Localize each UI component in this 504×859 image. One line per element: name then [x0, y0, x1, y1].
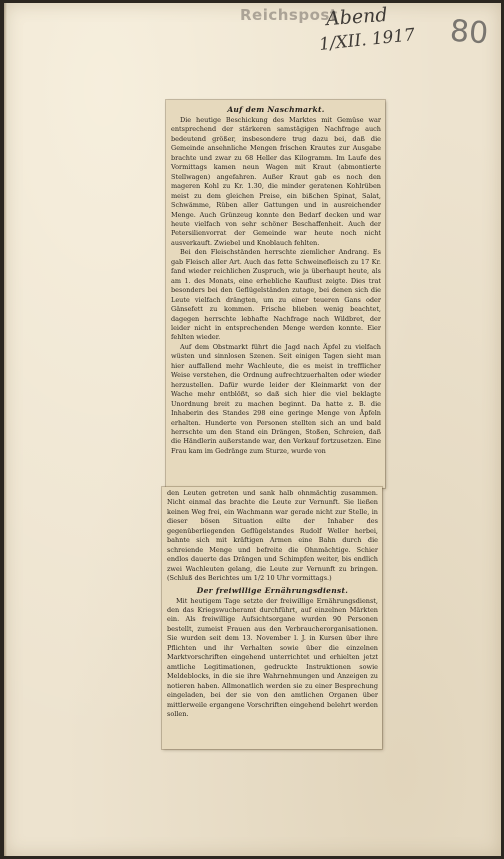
newspaper-name-stamp: Reichspost [240, 6, 338, 24]
article-paragraph: Mit heutigem Tage setzte der freiwillige Ernährungsdienst, den das Kriegswucheramt durchführt, auf einzelnen Märkten ein. Als freiwillige Aufsichtsorgane wurden 90 Personen bestellt, zumeist Frauen aus den Verbraucherorganisationen. Sie wurden seit dem 13. November l. J. in Kursen über ihre Pflichten und ihr Verhalten sowie über die einzelnen Marktvorschriften eingehend unterrichtet und erhielten jetzt amtliche Legitimationen, gedruckte Instruktionen sowie Meldeblocks, in die sie ihre Wahrnehmungen und Anzeigen zu notieren haben. Allmonatlich werden sie zu einer Besprechung eingeladen, bei der sie von den amtlichen Organen über mittlerweile ergangene Vorschriften eingehend belehrt werden sollen. [167, 596, 378, 718]
handwritten-date: 1/XII. 1917 [318, 25, 416, 55]
article-paragraph: Bei den Fleischständen herrschte ziemlicher Andrang. Es gab Fleisch aller Art. Auch das fette Schweinefleisch zu 17 Kr. fand wieder reichlichen Zuspruch, wie ja überhaupt heute, als am 1. des Monats, eine erhebliche Kauflust zeigte. Dies trat besonders bei den Geflügelständen zutage, bei denen sich die Leute vielfach drängten, um zu einer teueren Gans oder Gänsefett zu kommen. Frische blieben wenig beachtet, dagegen herrschte lebhafte Nachfrage nach Wildbret, der leider nicht in entsprechenden Menge werden konnte. Eier fehlten wieder. [171, 248, 381, 342]
sheet-edge-shadow [4, 3, 7, 856]
article-title-naschmarkt: Auf dem Naschmarkt. [227, 105, 325, 114]
article-paragraph: Auf dem Obstmarkt führt die Jagd nach Äpfel zu vielfach wüsten und sinnlosen Szenen. Seit einigen Tagen sieht man hier auffallend mehr Wachleute, die es meist in trefflicher Weise verstehen, die Ordnung aufrechtzuerhalten oder wieder herzustellen. Dafür wurde leider der Kleinmarkt von der Wache mehr entblößt, so daß sich hier die viel beklagte Unordnung breit zu machen beginnt. Da hatte z. B. die Inhaberin des Standes 298 eine geringe Menge von Äpfeln erhalten. Hunderte von Personen stellten sich an und bald herrschte um den Stand ein Drängen, Stoßen, Schreien, daß die Händlerin außerstande war, den Verkauf fortzusetzen. Eine Frau kam im Gedränge zum Sturze, wurde von [171, 342, 381, 455]
handwritten-edition: Abend [325, 3, 389, 31]
newspaper-clipping-upper [166, 100, 385, 488]
handwritten-folio-number: 80 [448, 13, 490, 52]
article-paragraph: Die heutige Beschickung des Marktes mit Gemüse war entsprechend der stärkeren samstägigen Nachfrage auch bedeutend größer, insbesondere trug dazu bei, daß die Gemeinde ansehnliche Mengen frischen Krautes zur Ausgabe brachte und zwar zu 68 Heller das Kilogramm. Im Laufe des Vormittags kamen neun Wagen mit Kraut (abmontierte Stellwagen) angefahren. Außer Kraut gab es noch den mageren Kohl zu Kr. 1.30, die minder geratenen Kohlrüben meist zu dem gleichen Preise, ein bißchen Spinat, Salat, Schwämme, Rüben aller Gattungen und in ausreichender Menge. Auch Grünzeug konnte den Bedarf decken und war heute vielfach von sehr schöner Beschaffenheit. Auch der Petersilienvorrat der Gemeinde war heute noch nicht ausverkauft. Zwiebel und Knoblauch fehlten. [171, 116, 381, 247]
article-paragraph-continued: den Leuten getreten und sank halb ohnmächtig zusammen. Nicht einmal das brachte die Leute zur Vernunft. Sie ließen keinen Weg frei, ein Wachmann war gerade nicht zur Stelle, in dieser bösen Situation eilte der Inhaber des gegenüberliegenden Geflügelstandes Rudolf Weller herbei, bahnte sich mit kräftigen Armen eine Bahn durch die schreiende Menge und befreite die Ohnmächtige. Schier endlos dauerte das Drängen und Schimpfen weiter, bis endlich zwei Wachleuten gelang, die Leute zur Vernunft zu bringen. (Schluß des Berichtes um 1/2 10 Uhr vormittags.) [167, 489, 378, 583]
newspaper-clipping-lower [162, 487, 382, 749]
archive-sheet [4, 3, 501, 856]
article-title-ernaehrungsdienst: Der freiwillige Ernährungsdienst. [196, 585, 349, 595]
